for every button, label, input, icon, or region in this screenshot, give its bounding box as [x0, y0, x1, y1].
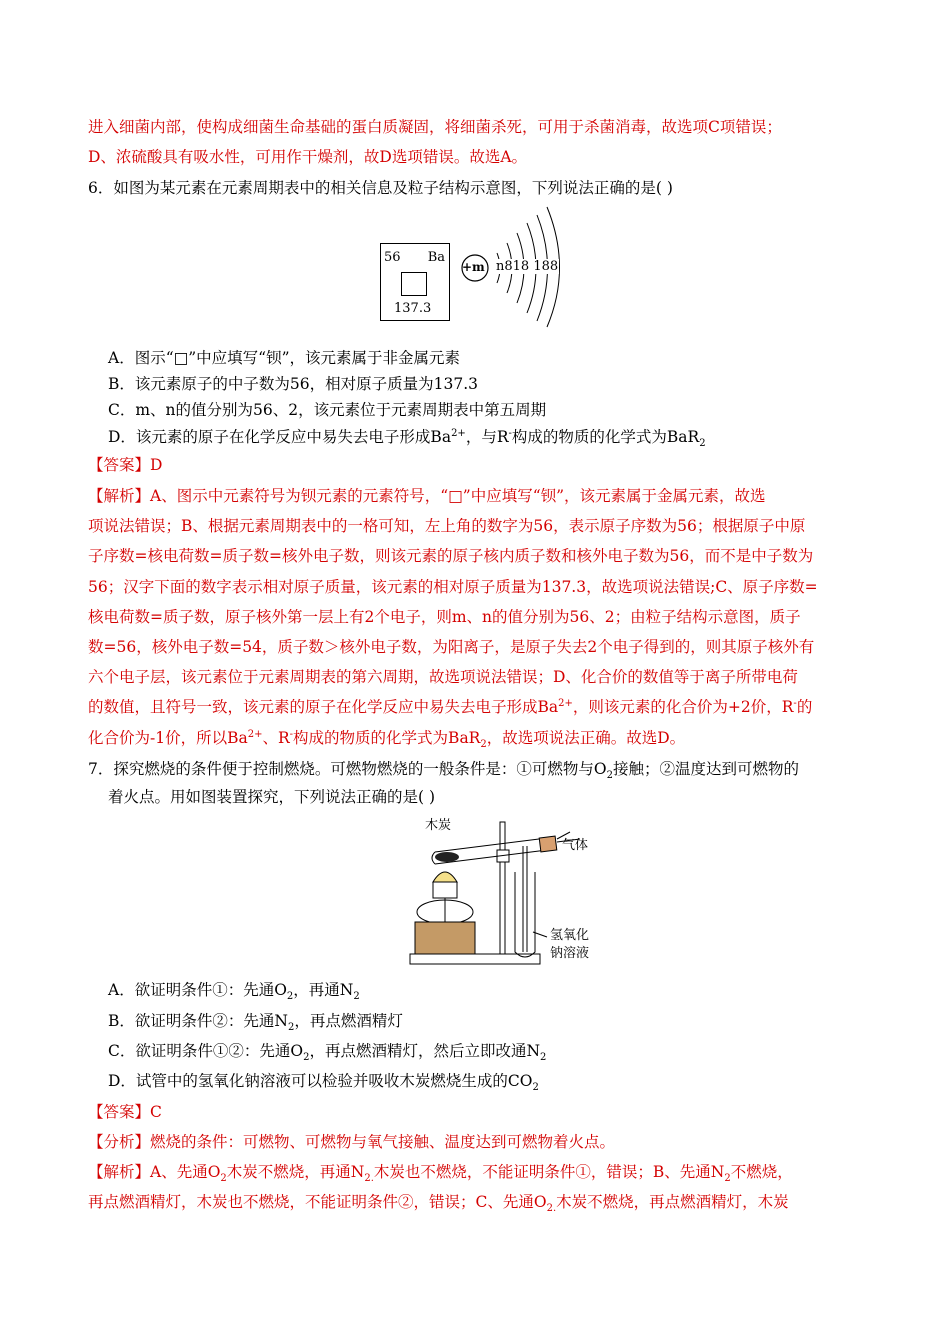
q7-option-d: D．试管中的氢氧化钠溶液可以检验并吸收木炭燃烧生成的$CO_2$ — [108, 1072, 539, 1094]
q6-analysis-line-2: 项说法错误；B、根据元素周期表中的一格可知，左上角的数字为56，表示原子序数为56；根据原子中原 — [88, 517, 806, 535]
q6-option-d: D．该元素的原子在化学反应中易失去电子形成$Ba^{2+}$，与R-构成的物质的化学式为BaR$_2$ — [108, 427, 706, 450]
q7-option-b: B．欲证明条件②：先通$N_2$，再点燃酒精灯 — [108, 1012, 403, 1034]
q6-option-a: A．图示“□”中应填写“钡”，该元素属于非金属元素 — [108, 349, 461, 367]
q6-option-c: C．m、n的值分别为56、2，该元素位于元素周期表中第五周期 — [108, 401, 547, 419]
q7-option-c: C．欲证明条件①②：先通$O_2$，再点燃酒精灯，然后立即改通$N_2$ — [108, 1042, 547, 1064]
q7-analysis-line-2: 再点燃酒精灯，木炭也不燃烧，不能证明条件②，错误；C、先通$O_{2.}$木炭不燃烧，再点燃酒精灯，木炭 — [88, 1193, 789, 1215]
atom-structure-diagram — [455, 203, 575, 328]
shell-electrons: n818 188 — [496, 259, 559, 274]
apparatus-figure — [405, 812, 605, 972]
q6-analysis-line-4: 56；汉字下面的数字表示相对原子质量，该元素的相对原子质量为137.3，故选项说法错误;C、原子序数= — [88, 578, 818, 596]
q6-analysis-line-5: 核电荷数=质子数，原子核外第一层上有2个电子，则m、n的值分别为56、2；由粒子结构示意图，质子 — [88, 608, 801, 626]
q6-analysis-line-8: 的数值，且符号一致，该元素的原子在化学反应中易失去电子形成$Ba^{2+}$，则该元素的化合价为+2价，R-的 — [88, 697, 813, 716]
naoh-label-2: 钠溶液 — [550, 946, 590, 961]
periodic-table-cell — [380, 243, 450, 321]
q7-analysis-line-1: 【解析】A、先通$O_2$木炭不燃烧，再通$N_{2.}$木炭也不燃烧，不能证明条件①，错误；B、先通$N_2$不燃烧， — [88, 1163, 793, 1185]
naoh-label-1: 氢氧化 — [550, 928, 590, 943]
q7-answer: 【答案】C — [88, 1103, 162, 1121]
prev-analysis-line-1: 进入细菌内部，使构成细菌生命基础的蛋白质凝固，将细菌杀死，可用于杀菌消毒，故选项C项错误； — [88, 118, 782, 136]
q6-answer: 【答案】D — [88, 456, 163, 474]
element-symbol: Ba — [427, 250, 445, 265]
charcoal-label: 木炭 — [425, 818, 452, 833]
prev-analysis-line-2: D、浓硫酸具有吸水性，可用作干燥剂，故D选项错误。故选A。 — [88, 148, 528, 166]
q7-stem-line-2: 着火点。用如图装置探究，下列说法正确的是( ) — [108, 788, 436, 806]
atomic-mass: 137.3 — [394, 301, 432, 316]
q7-stem-line-1: 7．探究燃烧的条件便于控制燃烧。可燃物燃烧的一般条件是：①可燃物与$O_2$接触；②温度达到可燃物的 — [88, 760, 799, 782]
q6-analysis-line-3: 子序数=核电荷数=质子数=核外电子数，则该元素的原子核内质子数和核外电子数为56，而不是中子数为 — [88, 547, 814, 565]
q6-analysis-line-9: 化合价为-1价，所以$Ba^{2+}$、R-构成的物质的化学式为BaR$_2$，故选项说法正确。故选D。 — [88, 728, 686, 751]
q6-option-b: B．该元素原子的中子数为56，相对原子质量为137.3 — [108, 375, 478, 393]
q6-analysis-line-1: 【解析】A、图示中元素符号为钡元素的元素符号，“□”中应填写“钡”，该元素属于金属元素，故选 — [88, 487, 766, 505]
gas-label: 气体 — [562, 838, 589, 853]
atomic-number: 56 — [384, 250, 401, 265]
q6-analysis-line-7: 六个电子层，该元素位于元素周期表的第六周期，故选项说法错误；D、化合价的数值等于离子所带电荷 — [88, 668, 798, 686]
q7-fenxi: 【分析】燃烧的条件：可燃物、可燃物与氧气接触、温度达到可燃物着火点。 — [88, 1133, 616, 1151]
q7-option-a: A．欲证明条件①：先通$O_2$，再通$N_2$ — [108, 981, 360, 1003]
q6-stem: 6．如图为某元素在元素周期表中的相关信息及粒子结构示意图，下列说法正确的是( ) — [88, 179, 673, 197]
nucleus-label: +m — [462, 260, 485, 274]
q6-analysis-line-6: 数=56，核外电子数=54，质子数＞核外电子数，为阳离子，是原子失去2个电子得到的，则其原子核外有 — [88, 638, 815, 656]
blank-box — [401, 272, 427, 296]
